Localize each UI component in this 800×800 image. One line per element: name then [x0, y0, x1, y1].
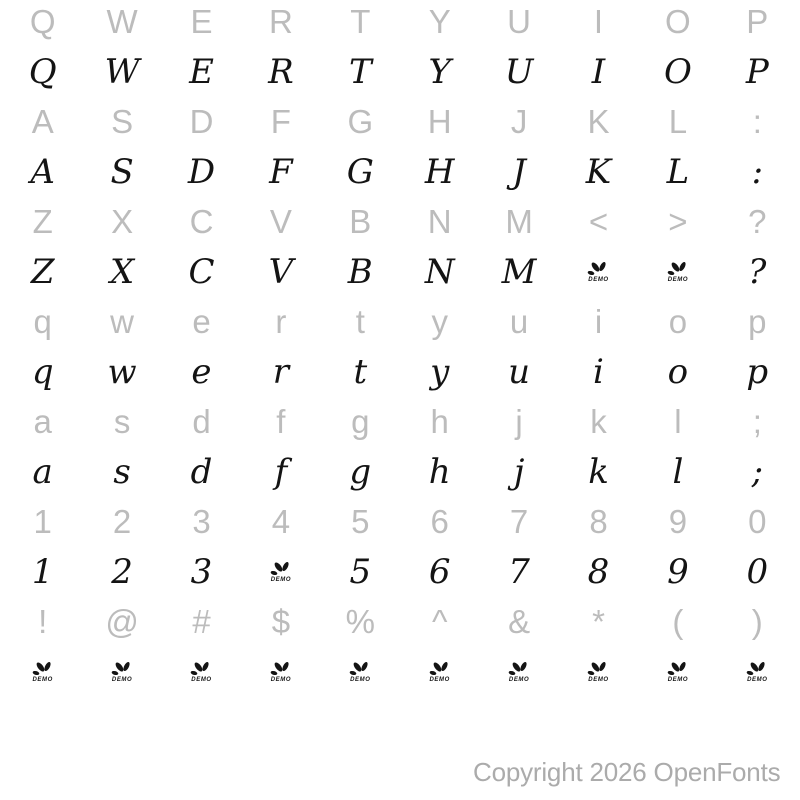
character-cell: 9	[668, 503, 688, 540]
character-cell: T	[350, 3, 371, 40]
character-cell: Z	[32, 203, 53, 240]
demo-label: DEMO	[667, 676, 689, 683]
character-cell: 1	[33, 503, 52, 540]
demo-ornament-icon	[586, 261, 610, 277]
character-cell: o	[668, 303, 688, 340]
character-cell: R	[268, 3, 293, 40]
character-cell: A	[30, 152, 55, 192]
demo-label: DEMO	[191, 676, 212, 683]
character-cell: C	[188, 252, 215, 292]
character-cell: O	[663, 52, 692, 92]
character-cell: V	[269, 203, 292, 240]
character-cell: Q	[28, 52, 57, 92]
character-cell: q	[31, 352, 54, 392]
copyright-text: Copyright 2026 OpenFonts	[473, 757, 781, 787]
character-cell: U	[504, 52, 534, 92]
character-cell: F	[269, 152, 293, 192]
character-cell: l	[672, 452, 684, 492]
character-cell: %	[345, 603, 375, 640]
charmap-row-glyph	[3, 44, 797, 100]
character-cell: K	[585, 152, 612, 192]
demo-placeholder-glyph	[718, 644, 797, 700]
character-cell: y	[431, 303, 448, 340]
character-cell: s	[113, 452, 131, 492]
charmap-row-reference	[3, 200, 797, 244]
demo-placeholder-glyph	[321, 644, 400, 700]
character-cell: A	[31, 103, 54, 140]
character-cell: ^	[431, 603, 448, 640]
demo-ornament-icon	[110, 661, 134, 677]
character-cell: H	[424, 152, 455, 192]
demo-ornament-icon	[269, 661, 293, 677]
character-cell: )	[751, 603, 763, 640]
character-cell: W	[106, 3, 138, 40]
charmap-row-glyph	[3, 144, 797, 200]
demo-ornament-icon	[666, 261, 690, 277]
demo-ornament-icon	[586, 661, 610, 677]
character-cell: (	[672, 603, 684, 640]
charmap-row-reference	[3, 500, 797, 544]
character-cell: U	[507, 3, 532, 40]
character-cell: :	[752, 103, 762, 140]
demo-placeholder-glyph	[3, 644, 82, 700]
character-cell: N	[427, 203, 452, 240]
demo-label: DEMO	[747, 676, 768, 683]
character-cell: L	[668, 103, 688, 140]
character-cell: 0	[746, 552, 769, 592]
character-cell: B	[349, 203, 372, 240]
character-cell: &	[508, 603, 531, 640]
charmap-row-glyph	[3, 344, 797, 400]
character-cell: d	[192, 403, 211, 440]
character-cell: ;	[752, 403, 762, 440]
character-cell: J	[510, 103, 528, 140]
charmap	[3, 0, 797, 700]
character-cell: h	[430, 403, 449, 440]
demo-ornament-icon	[428, 661, 452, 677]
character-cell: 2	[112, 503, 132, 540]
character-cell: J	[512, 152, 526, 192]
character-cell: N	[424, 252, 455, 292]
character-cell: ;	[751, 452, 764, 492]
character-cell: 6	[430, 503, 449, 540]
character-cell: 5	[351, 503, 370, 540]
demo-label: DEMO	[667, 276, 689, 283]
demo-placeholder-glyph	[82, 644, 161, 700]
character-cell: 6	[428, 552, 451, 592]
demo-label: DEMO	[429, 676, 450, 683]
character-cell: 8	[587, 552, 610, 592]
demo-label: DEMO	[508, 676, 530, 683]
character-cell: 7	[509, 503, 529, 540]
character-cell: e	[191, 352, 212, 392]
character-cell: @	[105, 603, 139, 640]
character-cell: r	[275, 303, 287, 340]
character-cell: u	[508, 352, 531, 392]
character-cell: S	[110, 152, 134, 192]
charmap-row-reference	[3, 600, 797, 644]
character-cell: ?	[748, 252, 767, 292]
character-cell: M	[505, 203, 533, 240]
character-cell: P	[745, 52, 769, 92]
charmap-row-glyph	[3, 544, 797, 600]
demo-placeholder-glyph	[559, 244, 638, 300]
character-cell: *	[592, 603, 605, 640]
demo-placeholder-glyph	[241, 544, 320, 600]
demo-placeholder-glyph	[162, 644, 241, 700]
character-cell: 2	[111, 552, 133, 592]
character-cell: 4	[271, 503, 291, 540]
character-cell: X	[109, 252, 135, 292]
demo-placeholder-glyph	[559, 644, 638, 700]
charmap-row-glyph	[3, 244, 797, 300]
character-cell: Q	[29, 3, 56, 40]
demo-label: DEMO	[588, 676, 609, 683]
character-cell: K	[587, 103, 610, 140]
character-cell: P	[746, 3, 769, 40]
charmap-row-glyph	[3, 644, 797, 700]
character-cell: Y	[428, 3, 451, 40]
character-cell: u	[509, 303, 529, 340]
charmap-row-reference	[3, 100, 797, 144]
charmap-row-reference	[3, 300, 797, 344]
character-cell: I	[591, 52, 606, 92]
character-cell: p	[746, 352, 769, 392]
character-cell: D	[187, 152, 216, 192]
character-cell: 3	[190, 552, 213, 592]
character-cell: C	[189, 203, 214, 240]
character-cell: E	[189, 52, 214, 92]
character-cell: 1	[31, 552, 54, 592]
character-cell: f	[276, 403, 286, 440]
demo-label: DEMO	[588, 276, 609, 283]
character-cell: h	[428, 452, 451, 492]
character-cell: $	[271, 603, 291, 640]
charmap-row-reference	[3, 400, 797, 444]
charmap-row-glyph	[3, 444, 797, 500]
character-cell: f	[274, 452, 288, 492]
character-cell: 5	[349, 552, 372, 592]
character-cell: g	[351, 403, 370, 440]
demo-placeholder-glyph	[638, 644, 717, 700]
character-cell: H	[427, 103, 452, 140]
character-cell: k	[590, 403, 607, 440]
demo-ornament-icon	[745, 661, 769, 677]
character-cell: 7	[508, 552, 530, 592]
character-cell: G	[346, 152, 374, 192]
demo-ornament-icon	[348, 661, 372, 677]
character-cell: g	[349, 452, 372, 492]
demo-label: DEMO	[270, 676, 292, 683]
character-cell: S	[111, 103, 134, 140]
character-cell: j	[513, 452, 525, 492]
character-cell: R	[268, 52, 294, 92]
character-cell: ?	[748, 203, 767, 240]
demo-placeholder-glyph	[400, 644, 479, 700]
demo-placeholder-glyph	[241, 644, 320, 700]
character-cell: M	[501, 252, 537, 292]
character-cell: i	[594, 303, 603, 340]
character-cell: w	[107, 352, 137, 392]
character-cell: w	[110, 303, 135, 340]
character-cell: l	[674, 403, 682, 440]
character-cell: Z	[30, 252, 55, 292]
demo-ornament-icon	[666, 661, 690, 677]
character-cell: G	[347, 103, 374, 140]
character-cell: t	[355, 303, 365, 340]
character-cell: 8	[589, 503, 608, 540]
character-cell: j	[515, 403, 523, 440]
demo-placeholder-glyph	[638, 244, 717, 300]
character-cell: I	[593, 3, 604, 40]
character-cell: !	[38, 603, 48, 640]
character-cell: T	[348, 52, 372, 92]
character-cell: o	[667, 352, 689, 392]
character-cell: p	[748, 303, 767, 340]
demo-ornament-icon	[269, 561, 293, 577]
character-cell: Y	[428, 52, 451, 92]
character-cell: 0	[748, 503, 767, 540]
character-cell: k	[588, 452, 609, 492]
charmap-row-reference	[3, 0, 797, 44]
demo-ornament-icon	[507, 661, 531, 677]
character-cell: 3	[192, 503, 211, 540]
demo-label: DEMO	[32, 676, 53, 683]
character-cell: a	[33, 403, 52, 440]
character-cell: q	[33, 303, 52, 340]
character-cell: X	[111, 203, 134, 240]
character-cell: i	[593, 352, 604, 392]
character-cell: D	[189, 103, 214, 140]
character-cell: t	[353, 352, 368, 392]
demo-label: DEMO	[270, 576, 292, 583]
character-cell: <	[588, 203, 609, 240]
character-cell: B	[347, 252, 373, 292]
character-cell: >	[668, 203, 688, 240]
demo-label: DEMO	[111, 676, 133, 683]
character-cell: d	[190, 452, 213, 492]
character-cell: L	[666, 152, 690, 192]
character-cell: e	[192, 303, 211, 340]
character-cell: a	[32, 452, 53, 492]
character-cell: V	[268, 252, 294, 292]
demo-ornament-icon	[31, 661, 55, 677]
demo-placeholder-glyph	[479, 644, 558, 700]
character-cell: r	[272, 352, 290, 392]
character-cell: 9	[667, 552, 689, 592]
character-cell: O	[665, 3, 691, 40]
character-cell: :	[751, 152, 764, 192]
character-cell: E	[190, 3, 213, 40]
character-cell: W	[104, 52, 140, 92]
character-cell: #	[192, 603, 211, 640]
character-cell: y	[430, 352, 450, 392]
character-cell: s	[113, 403, 131, 440]
character-cell: F	[270, 103, 291, 140]
demo-label: DEMO	[350, 676, 371, 683]
demo-ornament-icon	[189, 661, 213, 677]
